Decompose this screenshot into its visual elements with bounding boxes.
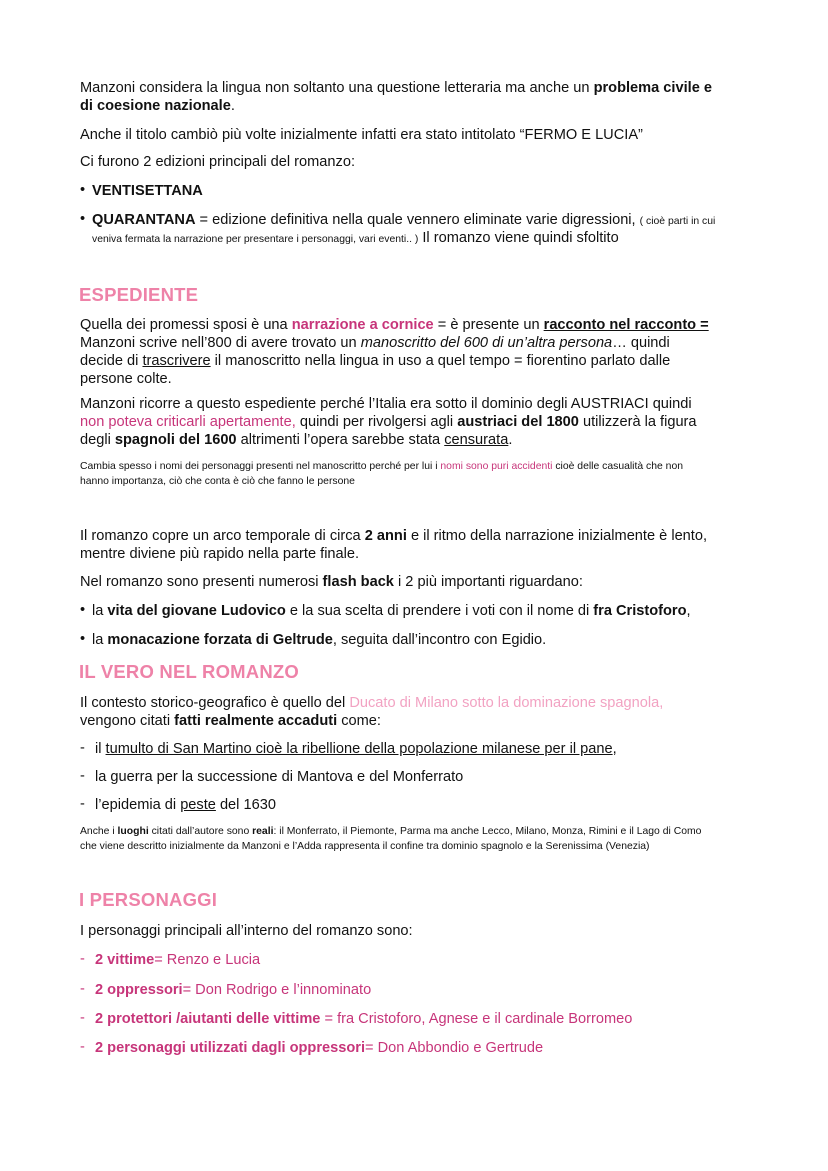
bold-span: problema civile e xyxy=(593,80,712,96)
text-span: e la sua scelta di prendere i voti con il nome di xyxy=(285,603,594,619)
underline-span: peste xyxy=(180,797,216,813)
text-span: degli xyxy=(80,432,115,448)
highlight-span: nomi sono puri accidenti xyxy=(440,461,553,472)
text-span: , xyxy=(612,741,617,757)
character-item-oppressori xyxy=(95,981,755,999)
text-span: Il romanzo copre un arco temporale di circa xyxy=(80,528,365,544)
intro-paragraph-edizioni: Ci furono 2 edizioni principali del romanzo: xyxy=(80,154,355,170)
text-span: hanno importanza, ciò che conta è ciò che fanno le persone xyxy=(80,476,355,487)
dash-symbol: - xyxy=(80,951,85,967)
fact-item-tumulto xyxy=(95,740,755,758)
text-span: del 1630 xyxy=(215,797,276,813)
bold-span: reali xyxy=(252,826,274,837)
bold-span: fra Cristoforo xyxy=(593,603,687,619)
bold-span: spagnoli del 1600 xyxy=(114,432,237,448)
text-span: mentre diviene più rapido nella parte finale. xyxy=(80,546,360,562)
text-span: il xyxy=(95,741,106,757)
section-title-personaggi: I PERSONAGGI xyxy=(79,889,218,910)
highlight-span: Ducato di Milano sotto la dominazione spagnola, xyxy=(349,695,664,711)
text-span: cioè delle casualità che non xyxy=(552,461,684,472)
bold-span: austriaci del 1800 xyxy=(457,414,579,430)
bold-span: vita del giovane Ludovico xyxy=(107,603,286,619)
text-span: = è presente un xyxy=(433,317,544,333)
bold-span: flash back xyxy=(322,574,394,590)
text-span: vengono citati xyxy=(80,713,175,729)
dash-symbol: - xyxy=(80,768,85,784)
intro-paragraph-lingua xyxy=(80,79,750,115)
bullet-symbol: • xyxy=(80,182,86,198)
dash-symbol: - xyxy=(80,981,85,997)
flashback-item-geltrude xyxy=(92,631,752,649)
text-span: … quindi xyxy=(612,335,670,351)
text-span: come: xyxy=(337,713,381,729)
text-span: persone colte. xyxy=(80,371,172,387)
character-item-vittime xyxy=(95,951,755,969)
section-title-espediente: ESPEDIENTE xyxy=(79,284,199,305)
text-span: i 2 più importanti riguardano: xyxy=(393,574,583,590)
text-span: Cambia spesso i nomi dei personaggi presenti nel manoscritto perché per lui i xyxy=(80,461,441,472)
text-span: Il contesto storico-geografico è quello del xyxy=(80,695,350,711)
text-span: . xyxy=(230,98,235,114)
bold-span: di coesione nazionale xyxy=(80,98,231,114)
text-span: quindi per rivolgersi agli xyxy=(295,414,458,430)
text-span: citati dall’autore sono xyxy=(148,826,253,837)
fact-item-guerra: la guerra per la successione di Mantova e del Monferrato xyxy=(95,769,464,785)
intro-paragraph-titolo: Anche il titolo cambiò più volte inizialmente infatti era stato intitolato “FERMO E LUCIA” xyxy=(80,127,643,143)
character-label: 2 oppressori xyxy=(95,982,183,998)
text-span: la xyxy=(92,603,108,619)
character-text: = Don Abbondio e Gertrude xyxy=(365,1040,544,1056)
text-span: e il ritmo della narrazione inizialmente è lento, xyxy=(406,528,708,544)
text-span: Nel romanzo sono presenti numerosi xyxy=(80,574,323,590)
bold-span: fatti realmente accaduti xyxy=(174,713,338,729)
text-span: Manzoni scrive nell’800 di avere trovato un xyxy=(80,335,361,351)
bold-span: monacazione forzata di Geltrude xyxy=(107,632,333,648)
vero-note-luoghi xyxy=(80,824,750,854)
text-span: : il Monferrato, il Piemonte, Parma ma anche Lecco, Milano, Monza, Rimini e il Lago di Como xyxy=(273,826,702,837)
dash-symbol: - xyxy=(80,796,85,812)
highlight-span: narrazione a cornice xyxy=(291,317,434,333)
bold-span: QUARANTANA xyxy=(92,212,196,228)
espediente-paragraph-cornice xyxy=(80,316,750,388)
vero-paragraph-contesto xyxy=(80,694,750,730)
text-span: il manoscritto nella lingua in uso a quel tempo = fiorentino parlato dalle xyxy=(210,353,671,369)
dash-symbol: - xyxy=(80,1039,85,1055)
edition-ventisettana: VENTISETTANA xyxy=(92,183,203,199)
text-span: Manzoni considera la lingua non soltanto una questione letteraria ma anche un xyxy=(80,80,594,96)
tempo-paragraph-arco xyxy=(80,527,750,563)
text-span: Quella dei promessi sposi è una xyxy=(80,317,292,333)
dash-symbol: - xyxy=(80,1010,85,1026)
text-span: l’epidemia di xyxy=(95,797,181,813)
underline-span: censurata xyxy=(444,432,509,448)
tempo-paragraph-flashback xyxy=(80,573,750,591)
character-label: 2 protettori /aiutanti delle vittime xyxy=(95,1011,321,1027)
espediente-paragraph-austriaci xyxy=(80,395,750,449)
character-label: 2 vittime xyxy=(95,952,155,968)
character-item-personaggi-utilizzati xyxy=(95,1039,755,1057)
flashback-item-ludovico xyxy=(92,602,752,620)
text-span: la xyxy=(92,632,108,648)
text-span: Il romanzo viene quindi sfoltito xyxy=(418,230,619,246)
bullet-symbol: • xyxy=(80,211,86,227)
bullet-symbol: • xyxy=(80,631,86,647)
character-text: = fra Cristoforo, Agnese e il cardinale Borromeo xyxy=(320,1011,633,1027)
character-text: = Don Rodrigo e l’innominato xyxy=(182,982,372,998)
text-span: altrimenti l’opera sarebbe stata xyxy=(236,432,445,448)
bold-span: luoghi xyxy=(117,826,149,837)
text-span: . xyxy=(508,432,513,448)
text-span: decide di xyxy=(80,353,143,369)
text-span: , seguita dall’incontro con Egidio. xyxy=(332,632,547,648)
small-note: ( cioè parti in cui xyxy=(639,216,716,227)
dash-symbol: - xyxy=(80,740,85,756)
personaggi-intro: I personaggi principali all’interno del romanzo sono: xyxy=(80,923,413,939)
edition-quarantana xyxy=(92,211,752,247)
small-note: veniva fermata la narrazione per presentare i personaggi, vari eventi.. ) xyxy=(92,234,419,245)
underline-span: tumulto di San Martino cioè la ribellione della popolazione milanese per il pane xyxy=(105,741,613,757)
text-span: Manzoni ricorre a questo espediente perché l’Italia era sotto il dominio degli AUSTRIACI quindi xyxy=(80,396,692,412)
highlight-span: non poteva criticarli apertamente, xyxy=(80,414,296,430)
text-span: che viene descritto inizialmente da Manzoni e l’Adda rappresenta il confine tra dominio spagnolo e la Serenissima (Venezia) xyxy=(80,841,650,852)
italic-span: manoscritto del 600 di un’altra persona xyxy=(360,335,613,351)
character-label: 2 personaggi utilizzati dagli oppressori xyxy=(95,1040,366,1056)
text-span: utilizzerà la figura xyxy=(578,414,697,430)
bullet-symbol: • xyxy=(80,602,86,618)
text-span: Anche i xyxy=(80,826,118,837)
fact-item-peste xyxy=(95,796,755,814)
bold-span: 2 anni xyxy=(364,528,407,544)
underline-span: trascrivere xyxy=(142,353,211,369)
character-item-protettori xyxy=(95,1010,755,1028)
underline-span: racconto nel racconto = xyxy=(543,317,709,333)
character-text: = Renzo e Lucia xyxy=(154,952,261,968)
section-title-vero: IL VERO NEL ROMANZO xyxy=(79,661,299,682)
espediente-note-nomi xyxy=(80,459,750,489)
text-span: = edizione definitiva nella quale vennero eliminate varie digressioni, xyxy=(195,212,640,228)
text-span: , xyxy=(686,603,691,619)
